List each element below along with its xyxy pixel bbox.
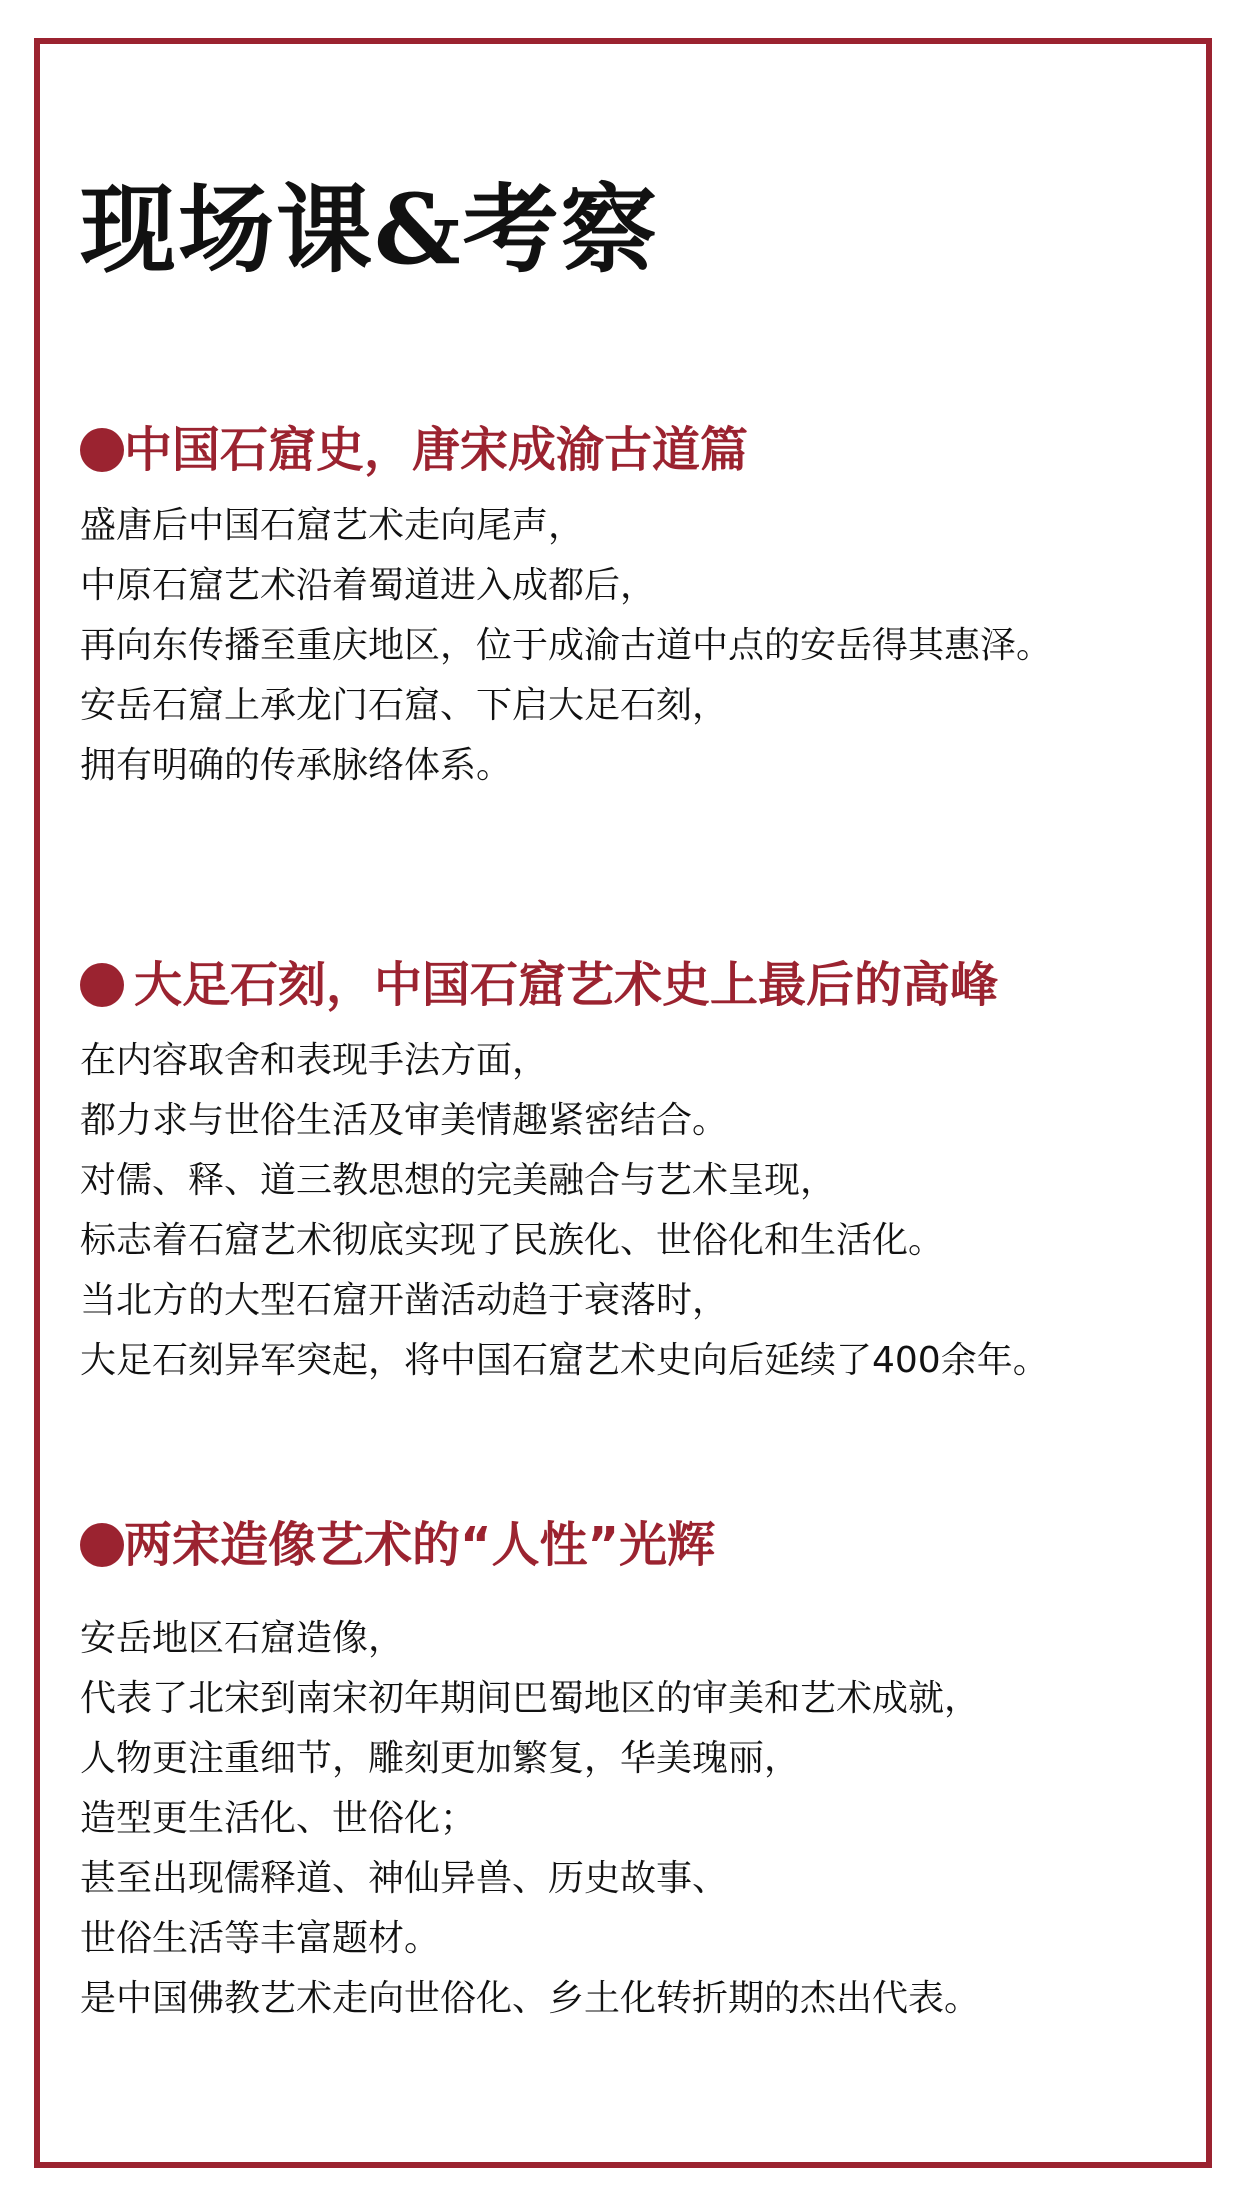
- body-line: 当北方的大型石窟开凿活动趋于衰落时，: [80, 1280, 729, 1321]
- body-line: 安岳地区石窟造像，: [80, 1618, 405, 1659]
- section-dazu-carvings: [80, 955, 1160, 1391]
- body-line: 代表了北宋到南宋初年期间巴蜀地区的审美和艺术成就，: [80, 1678, 981, 1719]
- section-heading-text: 中国石窟史，唐宋成渝古道篇: [124, 422, 749, 478]
- section-song-statues: [80, 1515, 1160, 2029]
- body-line: 都力求与世俗生活及审美情趣紧密结合。: [80, 1100, 729, 1141]
- body-line: 中原石窟艺术沿着蜀道进入成都后，: [80, 565, 657, 606]
- body-line: 大足石刻异军突起，将中国石窟艺术史向后延续了400余年。: [80, 1340, 1049, 1381]
- section-heading-text: 两宋造像艺术的“人性”光辉: [124, 1517, 716, 1573]
- body-line: 人物更注重细节，雕刻更加繁复，华美瑰丽，: [80, 1738, 801, 1779]
- bullet-dot-icon: [80, 963, 124, 1007]
- section-heading: [80, 1515, 1160, 1575]
- body-line: 甚至出现儒释道、神仙异兽、历史故事、: [80, 1858, 729, 1899]
- section-body: [80, 496, 1160, 796]
- body-line: 造型更生活化、世俗化；: [80, 1798, 477, 1839]
- page-title: 现场课&考察: [80, 173, 659, 286]
- body-line: 盛唐后中国石窟艺术走向尾声，: [80, 505, 585, 546]
- section-heading-text: 大足石刻，中国石窟艺术史上最后的高峰: [134, 957, 999, 1013]
- body-line: 对儒、释、道三教思想的完美融合与艺术呈现，: [80, 1160, 837, 1201]
- section-heading: [80, 420, 1160, 480]
- body-line: 是中国佛教艺术走向世俗化、乡土化转折期的杰出代表。: [80, 1978, 981, 2019]
- bullet-dot-icon: [80, 428, 124, 472]
- section-cave-history: [80, 420, 1160, 796]
- body-line: 拥有明确的传承脉络体系。: [80, 745, 513, 786]
- section-body: [80, 1609, 1160, 2029]
- section-body: [80, 1031, 1160, 1391]
- body-line: 世俗生活等丰富题材。: [80, 1918, 441, 1959]
- body-line: 再向东传播至重庆地区，位于成渝古道中点的安岳得其惠泽。: [80, 625, 1053, 666]
- bullet-dot-icon: [80, 1523, 124, 1567]
- body-line: 在内容取舍和表现手法方面，: [80, 1040, 549, 1081]
- body-line: 标志着石窟艺术彻底实现了民族化、世俗化和生活化。: [80, 1220, 945, 1261]
- body-line: 安岳石窟上承龙门石窟、下启大足石刻，: [80, 685, 729, 726]
- section-heading: [80, 955, 1160, 1015]
